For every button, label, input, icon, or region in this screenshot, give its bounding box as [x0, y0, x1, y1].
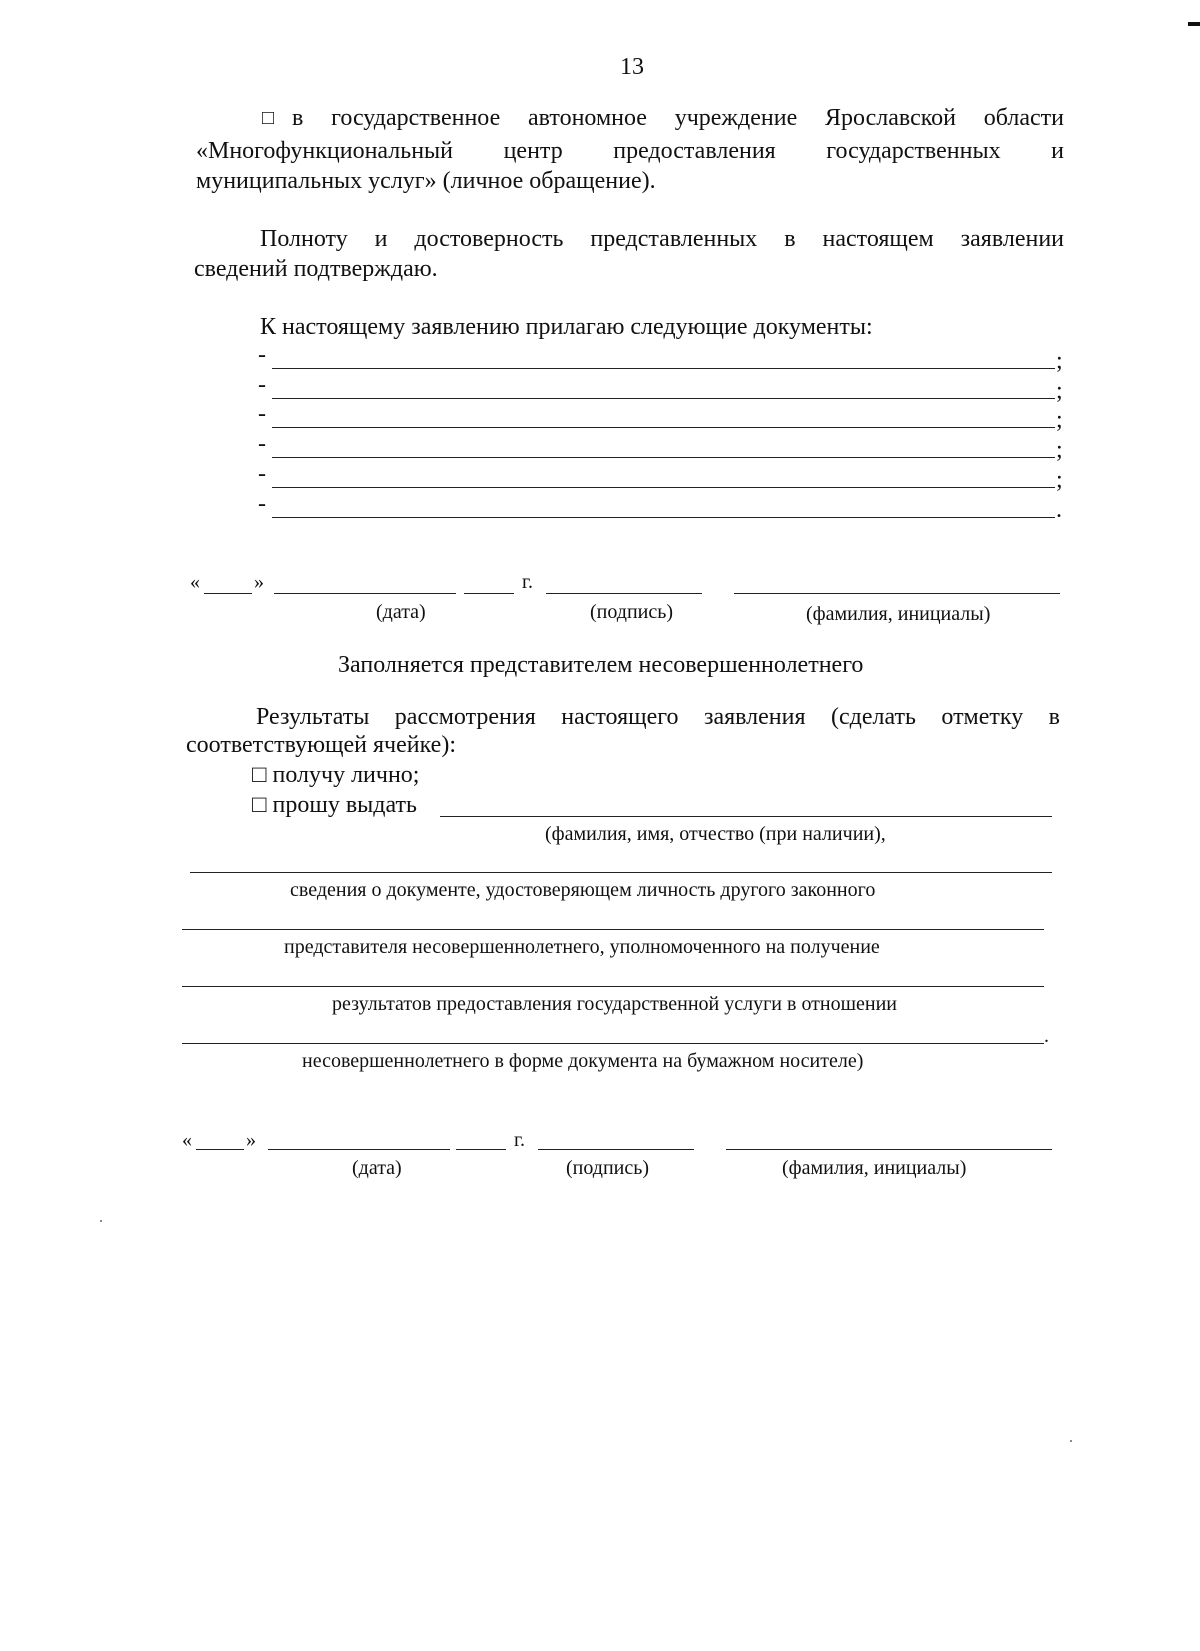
date-caption: (дата) — [352, 1157, 402, 1179]
attachment-line[interactable] — [272, 427, 1055, 428]
representative-field-line3[interactable] — [182, 929, 1044, 930]
mfc-checkbox[interactable]: □ — [262, 107, 275, 129]
representative-caption2: сведения о документе, удостоверяющем личность другого законного — [290, 879, 876, 901]
name-caption: (фамилия, инициалы) — [806, 603, 991, 625]
month-field[interactable] — [268, 1149, 450, 1150]
option-issue-to[interactable]: □ прошу выдать — [252, 792, 417, 818]
confirmation-line1: Полноту и достоверность представленных в настоящем заявлении — [260, 226, 1064, 252]
representative-caption1: (фамилия, имя, отчество (при наличии), — [545, 823, 886, 845]
attachment-dash: - — [258, 401, 266, 427]
date-open-quote: « — [190, 571, 200, 593]
year-suffix: г. — [522, 571, 533, 593]
attachment-line[interactable] — [272, 457, 1055, 458]
attachment-line[interactable] — [272, 487, 1055, 488]
representative-final-period: . — [1044, 1025, 1049, 1047]
representative-heading: Заполняется представителем несовершеннолетнего — [338, 652, 864, 678]
results-line1: Результаты рассмотрения настоящего заявления (сделать отметку в — [256, 704, 1060, 730]
date-open-quote: « — [182, 1129, 192, 1151]
signature-caption: (подпись) — [566, 1157, 650, 1179]
scan-speck — [100, 1220, 102, 1222]
signature-field[interactable] — [546, 593, 702, 594]
date-close-quote: » — [246, 1129, 256, 1151]
signature-field[interactable] — [538, 1149, 694, 1150]
representative-field-line2[interactable] — [190, 872, 1052, 873]
attachment-dash: - — [258, 431, 266, 457]
day-field[interactable] — [196, 1149, 244, 1150]
attachment-line[interactable] — [272, 368, 1055, 369]
attachment-end: ; — [1056, 348, 1063, 374]
year-field[interactable] — [456, 1149, 506, 1150]
mfc-option-line3: муниципальных услуг» (личное обращение). — [196, 168, 656, 194]
name-caption: (фамилия, инициалы) — [782, 1157, 967, 1179]
year-suffix: г. — [514, 1129, 525, 1151]
scan-edge-mark — [1188, 22, 1200, 26]
attachment-end: . — [1056, 497, 1062, 523]
attachment-end: ; — [1056, 437, 1063, 463]
scan-speck — [1070, 1440, 1072, 1442]
attachment-end: ; — [1056, 467, 1063, 493]
mfc-option-line1: в государственное автономное учреждение Ярославской области — [292, 105, 1064, 131]
representative-name-field[interactable] — [440, 816, 1052, 817]
option-receive-personally[interactable]: □ получу лично; — [252, 762, 420, 788]
attachment-line[interactable] — [272, 517, 1055, 518]
attachment-dash: - — [258, 461, 266, 487]
representative-caption3: представителя несовершеннолетнего, уполномоченного на получение — [284, 936, 880, 958]
representative-caption5: несовершеннолетнего в форме документа на бумажном носителе) — [302, 1050, 864, 1072]
name-field[interactable] — [726, 1149, 1052, 1150]
attachment-line[interactable] — [272, 398, 1055, 399]
representative-field-line4[interactable] — [182, 986, 1044, 987]
attachment-dash: - — [258, 491, 266, 517]
representative-field-line5[interactable] — [182, 1043, 1044, 1044]
results-line2: соответствующей ячейке): — [186, 732, 456, 758]
name-field[interactable] — [734, 593, 1060, 594]
date-caption: (дата) — [376, 601, 426, 623]
signature-caption: (подпись) — [590, 601, 674, 623]
mfc-option-line2: «Многофункциональный центр предоставления государственных и — [196, 138, 1064, 164]
day-field[interactable] — [204, 593, 252, 594]
date-close-quote: » — [254, 571, 264, 593]
attachment-end: ; — [1056, 378, 1063, 404]
attachments-heading: К настоящему заявлению прилагаю следующие документы: — [260, 314, 873, 340]
page-number: 13 — [620, 54, 644, 80]
attachment-dash: - — [258, 342, 266, 368]
confirmation-line2: сведений подтверждаю. — [194, 256, 438, 282]
representative-caption4: результатов предоставления государственной услуги в отношении — [332, 993, 898, 1015]
attachment-dash: - — [258, 372, 266, 398]
month-field[interactable] — [274, 593, 456, 594]
attachment-end: ; — [1056, 407, 1063, 433]
year-field[interactable] — [464, 593, 514, 594]
